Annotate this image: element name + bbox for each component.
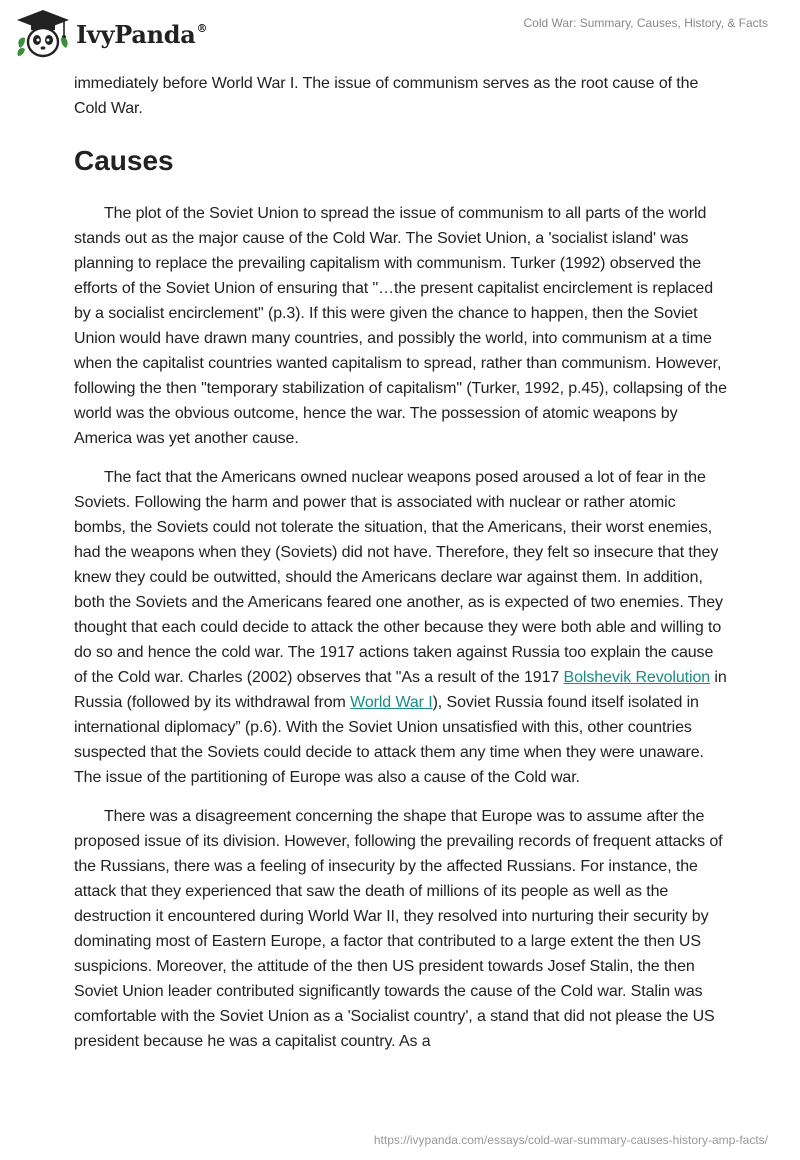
paragraph-2-text-c: ), Soviet Russia found itself isolated in international diplomacy” (p.6). With the Soviet Union unsatisfied with this, other countries suspected that the Soviets could decide to attack them any time when they were unaware. The issue of the partitioning of Europe was also a cause of the Cold war. <box>74 694 704 786</box>
panda-graduate-icon <box>14 8 72 60</box>
paragraph-2-text-a: The fact that the Americans owned nuclear weapons posed aroused a lot of fear in the Soviets. Following the harm and power that is associated with nuclear or rather atomic bombs, the Soviets could not tolerate the situation, that the Americans, their worst enemies, had the weapons when they (Soviets) did not have. Therefore, they felt so insecure that they knew they could be outwitted, should the Americans declare war against them. In addition, both the Soviets and the Americans feared one another, as is expected of two enemies. They thought that each could decide to attack the other because they were both able and willing to do so and hence the cold war. The 1917 actions taken against Russia too explain the cause of the Cold war. Charles (2002) observes that "As a result of the 1917 <box>74 469 723 686</box>
page-header <box>0 0 800 70</box>
intro-paragraph: immediately before World War I. The issue of communism serves as the root cause of the Cold War. <box>74 75 699 117</box>
world-war-i-link[interactable]: World War I <box>350 694 433 711</box>
paragraph-2-text-b: in Russia (followed by its withdrawal from <box>74 669 727 711</box>
paragraph-1: The plot of the Soviet Union to spread the issue of communism to all parts of the world stands out as the major cause of the Cold War. The Soviet Union, a 'socialist island' was planning to replace the prevailing capitalism with communism. Turker (1992) observed the efforts of the Soviet Union of ensuring that "…the present capitalist encirclement is replaced by a socialist encirclement" (p.3). If this were given the chance to happen, then the Soviet Union would have drawn many countries, and possibly the world, into communism at a time when the capitalist countries wanted capitalism to spread, rather than communism. However, following the then "temporary stabilization of capitalism" (Turker, 1992, p.45), collapsing of the world was the obvious outcome, hence the war. The possession of atomic weapons by America was yet another cause. <box>74 205 727 447</box>
brand-name: IvyPanda® <box>76 19 208 49</box>
essay-content <box>74 71 730 1054</box>
document-title: Cold War: Summary, Causes, History, & Facts <box>523 16 768 30</box>
paragraph-2 <box>74 465 730 790</box>
bolshevik-revolution-link[interactable]: Bolshevik Revolution <box>563 669 711 686</box>
source-url: https://ivypanda.com/essays/cold-war-summary-causes-history-amp-facts/ <box>373 1133 768 1147</box>
section-heading: Causes <box>74 145 174 176</box>
paragraph-3: There was a disagreement concerning the shape that Europe was to assume after the proposed issue of its division. However, following the prevailing records of frequent attacks of the Russians, there was a feeling of insecurity by the affected Russians. For instance, the attack that they experienced that saw the death of millions of its people as well as the destruction it encountered during World War II, they resolved into nurturing their security by dominating most of Eastern Europe, a factor that contributed to a large extent the then US suspicions. Moreover, the attitude of the then US president towards Josef Stalin, the then Soviet Union leader contributed significantly towards the cause of the Cold war. Stalin was comfortable with the Soviet Union as a 'Socialist country', a stand that did not please the US president because he was a capitalist country. As a <box>74 808 723 1050</box>
ivypanda-logo[interactable] <box>14 8 207 60</box>
